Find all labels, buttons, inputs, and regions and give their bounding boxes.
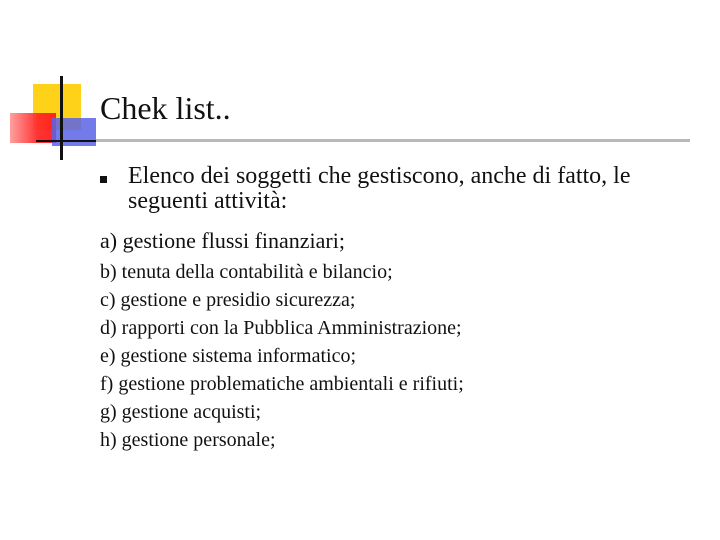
list-item: b) tenuta della contabilità e bilancio; — [100, 261, 393, 283]
list-item: c) gestione e presidio sicurezza; — [100, 289, 356, 311]
logo-vertical-line — [60, 76, 63, 160]
title-divider — [96, 139, 690, 142]
list-item: d) rapporti con la Pubblica Amministrazione; — [100, 317, 462, 339]
list-item: h) gestione personale; — [100, 429, 276, 451]
square-bullet-icon — [100, 176, 107, 183]
logo-red-square — [10, 113, 56, 143]
slide-title: Chek list.. — [100, 90, 231, 126]
bullet-item — [100, 164, 700, 214]
list-item: a) gestione flussi finanziari; — [100, 228, 345, 253]
logo-icon — [0, 0, 720, 170]
bullet-text: Elenco dei soggetti che gestiscono, anche di fatto, le seguenti attività: — [128, 163, 631, 214]
logo-horizontal-line — [36, 140, 96, 142]
list-item: f) gestione problematiche ambientali e rifiuti; — [100, 373, 464, 395]
list-item: g) gestione acquisti; — [100, 401, 262, 423]
activity-list — [100, 226, 700, 454]
list-item: e) gestione sistema informatico; — [100, 345, 357, 367]
